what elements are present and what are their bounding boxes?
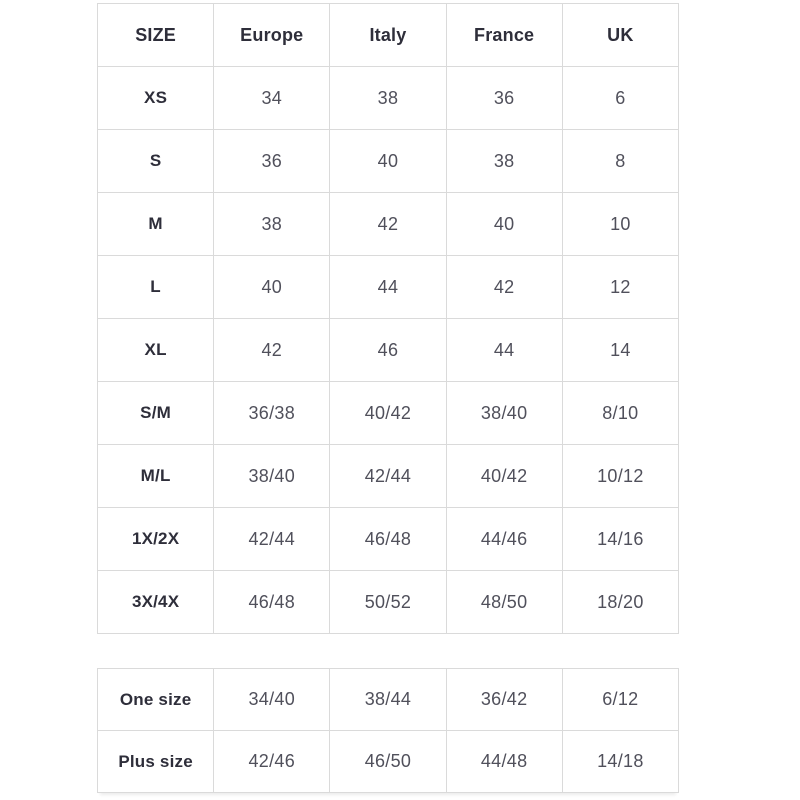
value-cell-europe: 42/44 bbox=[214, 508, 330, 571]
value-cell-europe: 40 bbox=[214, 256, 330, 319]
value-cell-europe: 46/48 bbox=[214, 571, 330, 634]
value-cell-europe: 36/38 bbox=[214, 382, 330, 445]
value-cell-france: 40 bbox=[446, 193, 562, 256]
table-row-s-m bbox=[98, 382, 679, 445]
value-cell-italy: 38 bbox=[330, 67, 446, 130]
table-row-xs bbox=[98, 67, 679, 130]
value-cell-france: 38/40 bbox=[446, 382, 562, 445]
size-label-cell: L bbox=[98, 256, 214, 319]
value-cell-uk: 14 bbox=[562, 319, 678, 382]
table-row-3x-4x bbox=[98, 571, 679, 634]
table-row-xl bbox=[98, 319, 679, 382]
value-cell-italy: 42/44 bbox=[330, 445, 446, 508]
value-cell-italy: 46/48 bbox=[330, 508, 446, 571]
value-cell-france: 44 bbox=[446, 319, 562, 382]
size-table-body bbox=[98, 67, 679, 634]
value-cell-italy: 44 bbox=[330, 256, 446, 319]
value-cell-uk: 14/18 bbox=[562, 731, 678, 793]
value-cell-uk: 10/12 bbox=[562, 445, 678, 508]
table-row-1x-2x bbox=[98, 508, 679, 571]
table-row-one-size bbox=[98, 669, 679, 731]
header-cell-europe: Europe bbox=[214, 4, 330, 67]
value-cell-europe: 34/40 bbox=[214, 669, 330, 731]
table-row-m bbox=[98, 193, 679, 256]
value-cell-italy: 40/42 bbox=[330, 382, 446, 445]
value-cell-france: 40/42 bbox=[446, 445, 562, 508]
size-label-cell: XS bbox=[98, 67, 214, 130]
value-cell-uk: 8 bbox=[562, 130, 678, 193]
value-cell-france: 38 bbox=[446, 130, 562, 193]
size-label-cell: M/L bbox=[98, 445, 214, 508]
size-label-cell: S bbox=[98, 130, 214, 193]
special-sizes-body bbox=[98, 669, 679, 793]
value-cell-france: 36/42 bbox=[446, 669, 562, 731]
size-conversion-charts bbox=[97, 3, 679, 793]
value-cell-france: 44/46 bbox=[446, 508, 562, 571]
size-label-cell: M bbox=[98, 193, 214, 256]
value-cell-uk: 6 bbox=[562, 67, 678, 130]
header-cell-size: SIZE bbox=[98, 4, 214, 67]
size-conversion-table bbox=[97, 3, 679, 634]
special-sizes-table bbox=[97, 668, 679, 793]
value-cell-uk: 18/20 bbox=[562, 571, 678, 634]
value-cell-uk: 14/16 bbox=[562, 508, 678, 571]
header-cell-italy: Italy bbox=[330, 4, 446, 67]
value-cell-france: 42 bbox=[446, 256, 562, 319]
value-cell-europe: 42/46 bbox=[214, 731, 330, 793]
size-label-cell: S/M bbox=[98, 382, 214, 445]
table-row-s bbox=[98, 130, 679, 193]
header-cell-france: France bbox=[446, 4, 562, 67]
table-row-m-l bbox=[98, 445, 679, 508]
value-cell-france: 44/48 bbox=[446, 731, 562, 793]
table-row-l bbox=[98, 256, 679, 319]
value-cell-europe: 42 bbox=[214, 319, 330, 382]
value-cell-europe: 38/40 bbox=[214, 445, 330, 508]
value-cell-uk: 6/12 bbox=[562, 669, 678, 731]
value-cell-france: 48/50 bbox=[446, 571, 562, 634]
value-cell-france: 36 bbox=[446, 67, 562, 130]
value-cell-italy: 50/52 bbox=[330, 571, 446, 634]
value-cell-italy: 46 bbox=[330, 319, 446, 382]
size-table-header bbox=[98, 4, 679, 67]
table-row-plus-size bbox=[98, 731, 679, 793]
size-label-cell: XL bbox=[98, 319, 214, 382]
value-cell-italy: 46/50 bbox=[330, 731, 446, 793]
header-row bbox=[98, 4, 679, 67]
size-label-cell: 1X/2X bbox=[98, 508, 214, 571]
size-label-cell: One size bbox=[98, 669, 214, 731]
value-cell-italy: 42 bbox=[330, 193, 446, 256]
value-cell-uk: 8/10 bbox=[562, 382, 678, 445]
value-cell-italy: 40 bbox=[330, 130, 446, 193]
value-cell-uk: 12 bbox=[562, 256, 678, 319]
value-cell-uk: 10 bbox=[562, 193, 678, 256]
size-label-cell: Plus size bbox=[98, 731, 214, 793]
value-cell-europe: 34 bbox=[214, 67, 330, 130]
value-cell-italy: 38/44 bbox=[330, 669, 446, 731]
size-label-cell: 3X/4X bbox=[98, 571, 214, 634]
header-cell-uk: UK bbox=[562, 4, 678, 67]
value-cell-europe: 38 bbox=[214, 193, 330, 256]
value-cell-europe: 36 bbox=[214, 130, 330, 193]
